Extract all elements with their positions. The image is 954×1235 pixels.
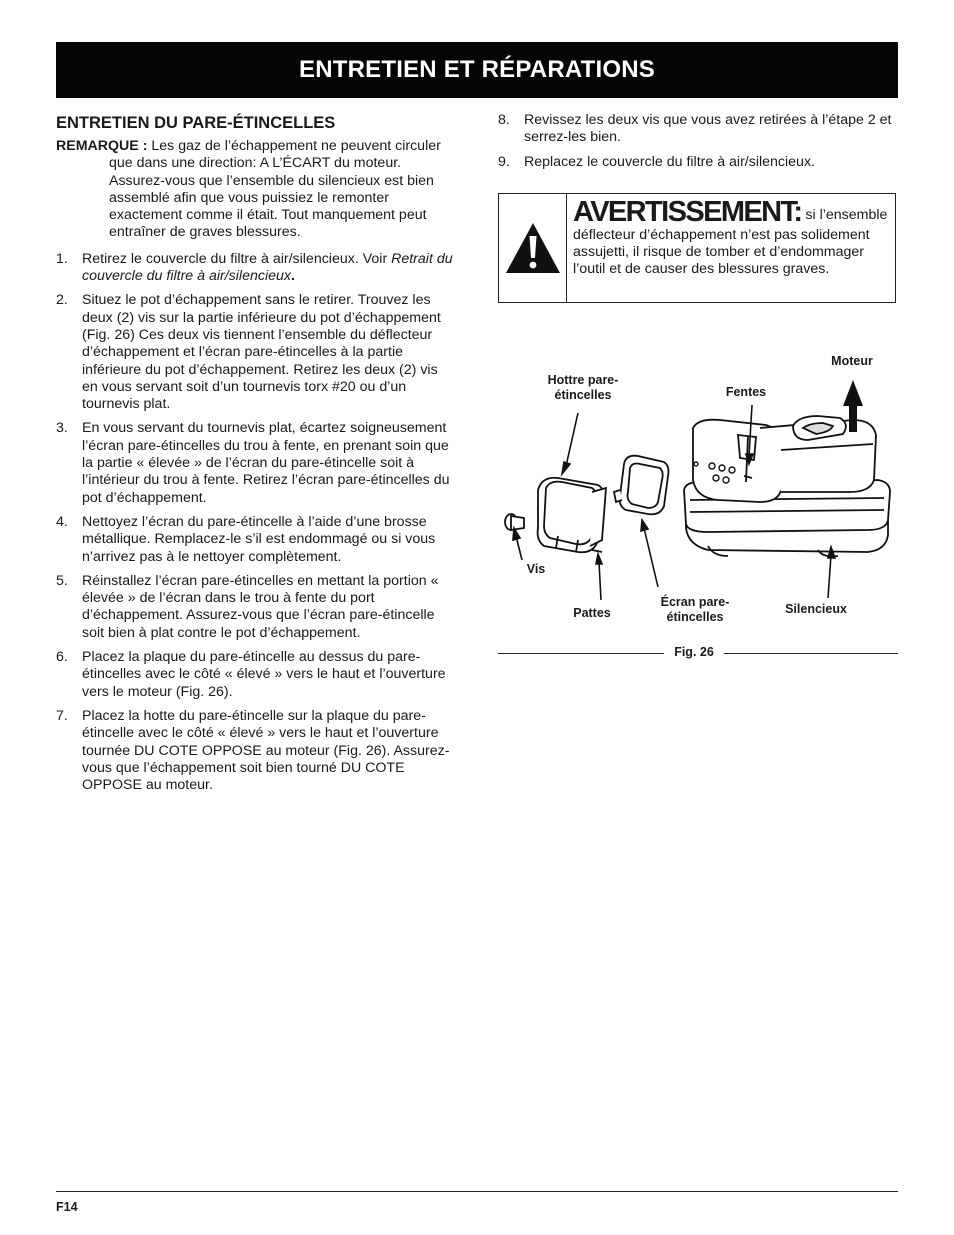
step-text: Revissez les deux vis que vous avez retirées à l’étape 2 et serrez-les bien.	[524, 112, 892, 146]
step-text: Nettoyez l’écran du pare-étincelle à l’aide d’une brosse métallique. Remplacez-le s’il est endommagé ou si vous n’arrivez pas à le nettoyer complètement.	[82, 513, 436, 565]
step-number: 3.	[56, 420, 68, 437]
left-column	[56, 112, 456, 801]
label-hotte: Hottre pare-étincelles	[547, 373, 619, 402]
warning-text-inline: si l’ensemble	[805, 207, 888, 223]
step-text: Placez la hotte du pare-étincelle sur la plaque du pare-étincelle avec le côté « élevé » vers le haut et l’ouverture tournée DU COTE OPPOSE au moteur (Fig. 26). Assurez-vous que l’échappement soit bien tourné DU COTE OPPOSE au moteur.	[82, 707, 450, 794]
step-number: 6.	[56, 649, 68, 666]
step-text: Situez le pot d’échappement sans le retirer. Trouvez les deux (2) vis sur la partie inférieure du pot d’échappement (Fig. 26) Ces deux vis tiennent l’ensemble du déflecteur d’échappement et l’écran pare-étincelles à la partie inférieure du pot d’échappement. Retirez les deux (2) vis en vous servant soit d’un tournevis torx #20 ou d’un tournevis plat.	[82, 292, 441, 413]
page-number: F14	[56, 1200, 78, 1214]
step-text: En vous servant du tournevis plat, écartez soigneusement l’écran pare-étincelles du trou à fente, en prenant soin que la partie « élevée » de l’écran du pare-étincelle soit à l’intérieur du trou à fente. Retirez l’écran pare-étincelles du pot d’échappement.	[82, 420, 450, 506]
step-number: 4.	[56, 513, 68, 530]
label-fentes: Fentes	[725, 385, 767, 399]
step-text: Réinstallez l’écran pare-étincelles en mettant la portion « élevée » de l’écran dans le trou à fente du port d’échappement. Assurez-vous que l’écran pare-étincelle soit bien à plat contre le pot d’échappement.	[82, 572, 439, 641]
label-silencieux: Silencieux	[785, 602, 847, 616]
note-text: Les gaz de l’échappement ne peuvent circuler que dans une direction: A L’ÉCART du moteur. Assurez-vous que l’ensemble du silencieux est bien assemblé afin que vous puissiez le remonter exactement comme il était. Tout manquement peut entraîner de graves blessures.	[109, 138, 441, 241]
section-title: ENTRETIEN DU PARE-ÉTINCELLES	[56, 114, 336, 132]
page-header-banner	[56, 42, 898, 98]
step-text: Retirez le couvercle du filtre à air/silencieux. Voir	[82, 250, 392, 267]
warning-title: AVERTISSEMENT:	[573, 196, 802, 228]
step-item	[498, 112, 898, 147]
step-item	[56, 573, 456, 642]
step-number: 2.	[56, 292, 68, 309]
steps-list-right	[498, 112, 898, 171]
caption-rule-right	[724, 653, 898, 654]
label-pattes: Pattes	[573, 606, 611, 620]
label-vis: Vis	[526, 562, 546, 576]
step-number: 7.	[56, 707, 68, 724]
muffler-drawing	[684, 416, 890, 556]
step-item	[498, 154, 898, 171]
warning-icon-cell	[499, 194, 567, 302]
figure-caption: Fig. 26	[674, 645, 714, 659]
caption-rule-left	[498, 653, 664, 654]
warning-box	[498, 193, 896, 303]
label-ecran: Écran pare-étincelles	[660, 595, 730, 624]
warning-text: déflecteur d’échappement n’est pas solidement assujetti, il risque de tomber et d’endommager l’outil et de causer des blessures graves.	[573, 227, 870, 277]
step-reference: Retrait du couvercle du filtre à air/silencieux	[82, 250, 453, 285]
step-text: Replacez le couvercle du filtre à air/silencieux.	[524, 153, 815, 170]
page-title: ENTRETIEN ET RÉPARATIONS	[299, 56, 655, 83]
step-number: 9.	[498, 153, 510, 170]
steps-list-left	[56, 251, 456, 795]
footer-rule	[56, 1191, 898, 1192]
label-moteur: Moteur	[831, 354, 873, 368]
figure-26-diagram	[498, 340, 898, 665]
warning-triangle-icon	[504, 221, 562, 275]
warning-text-cell	[567, 194, 895, 302]
step-item	[56, 251, 456, 286]
screen-drawing	[614, 456, 669, 515]
step-text: Placez la plaque du pare-étincelle au dessus du pare-étincelles avec le côté « élevé » vers le haut et l’ouverture vers le moteur (Fig. 26).	[82, 649, 446, 700]
step-number: 8.	[498, 112, 510, 128]
right-column	[498, 112, 898, 178]
step-item	[56, 292, 456, 413]
step-tail: .	[290, 268, 295, 285]
step-item	[56, 514, 456, 566]
step-item	[56, 420, 456, 506]
figure-caption-row	[498, 645, 898, 661]
step-item	[56, 708, 456, 794]
step-item	[56, 649, 456, 701]
step-number: 5.	[56, 572, 68, 589]
note-label: REMARQUE :	[56, 138, 148, 154]
note-paragraph	[56, 138, 456, 242]
hood-drawing	[538, 478, 606, 553]
step-number: 1.	[56, 250, 68, 267]
